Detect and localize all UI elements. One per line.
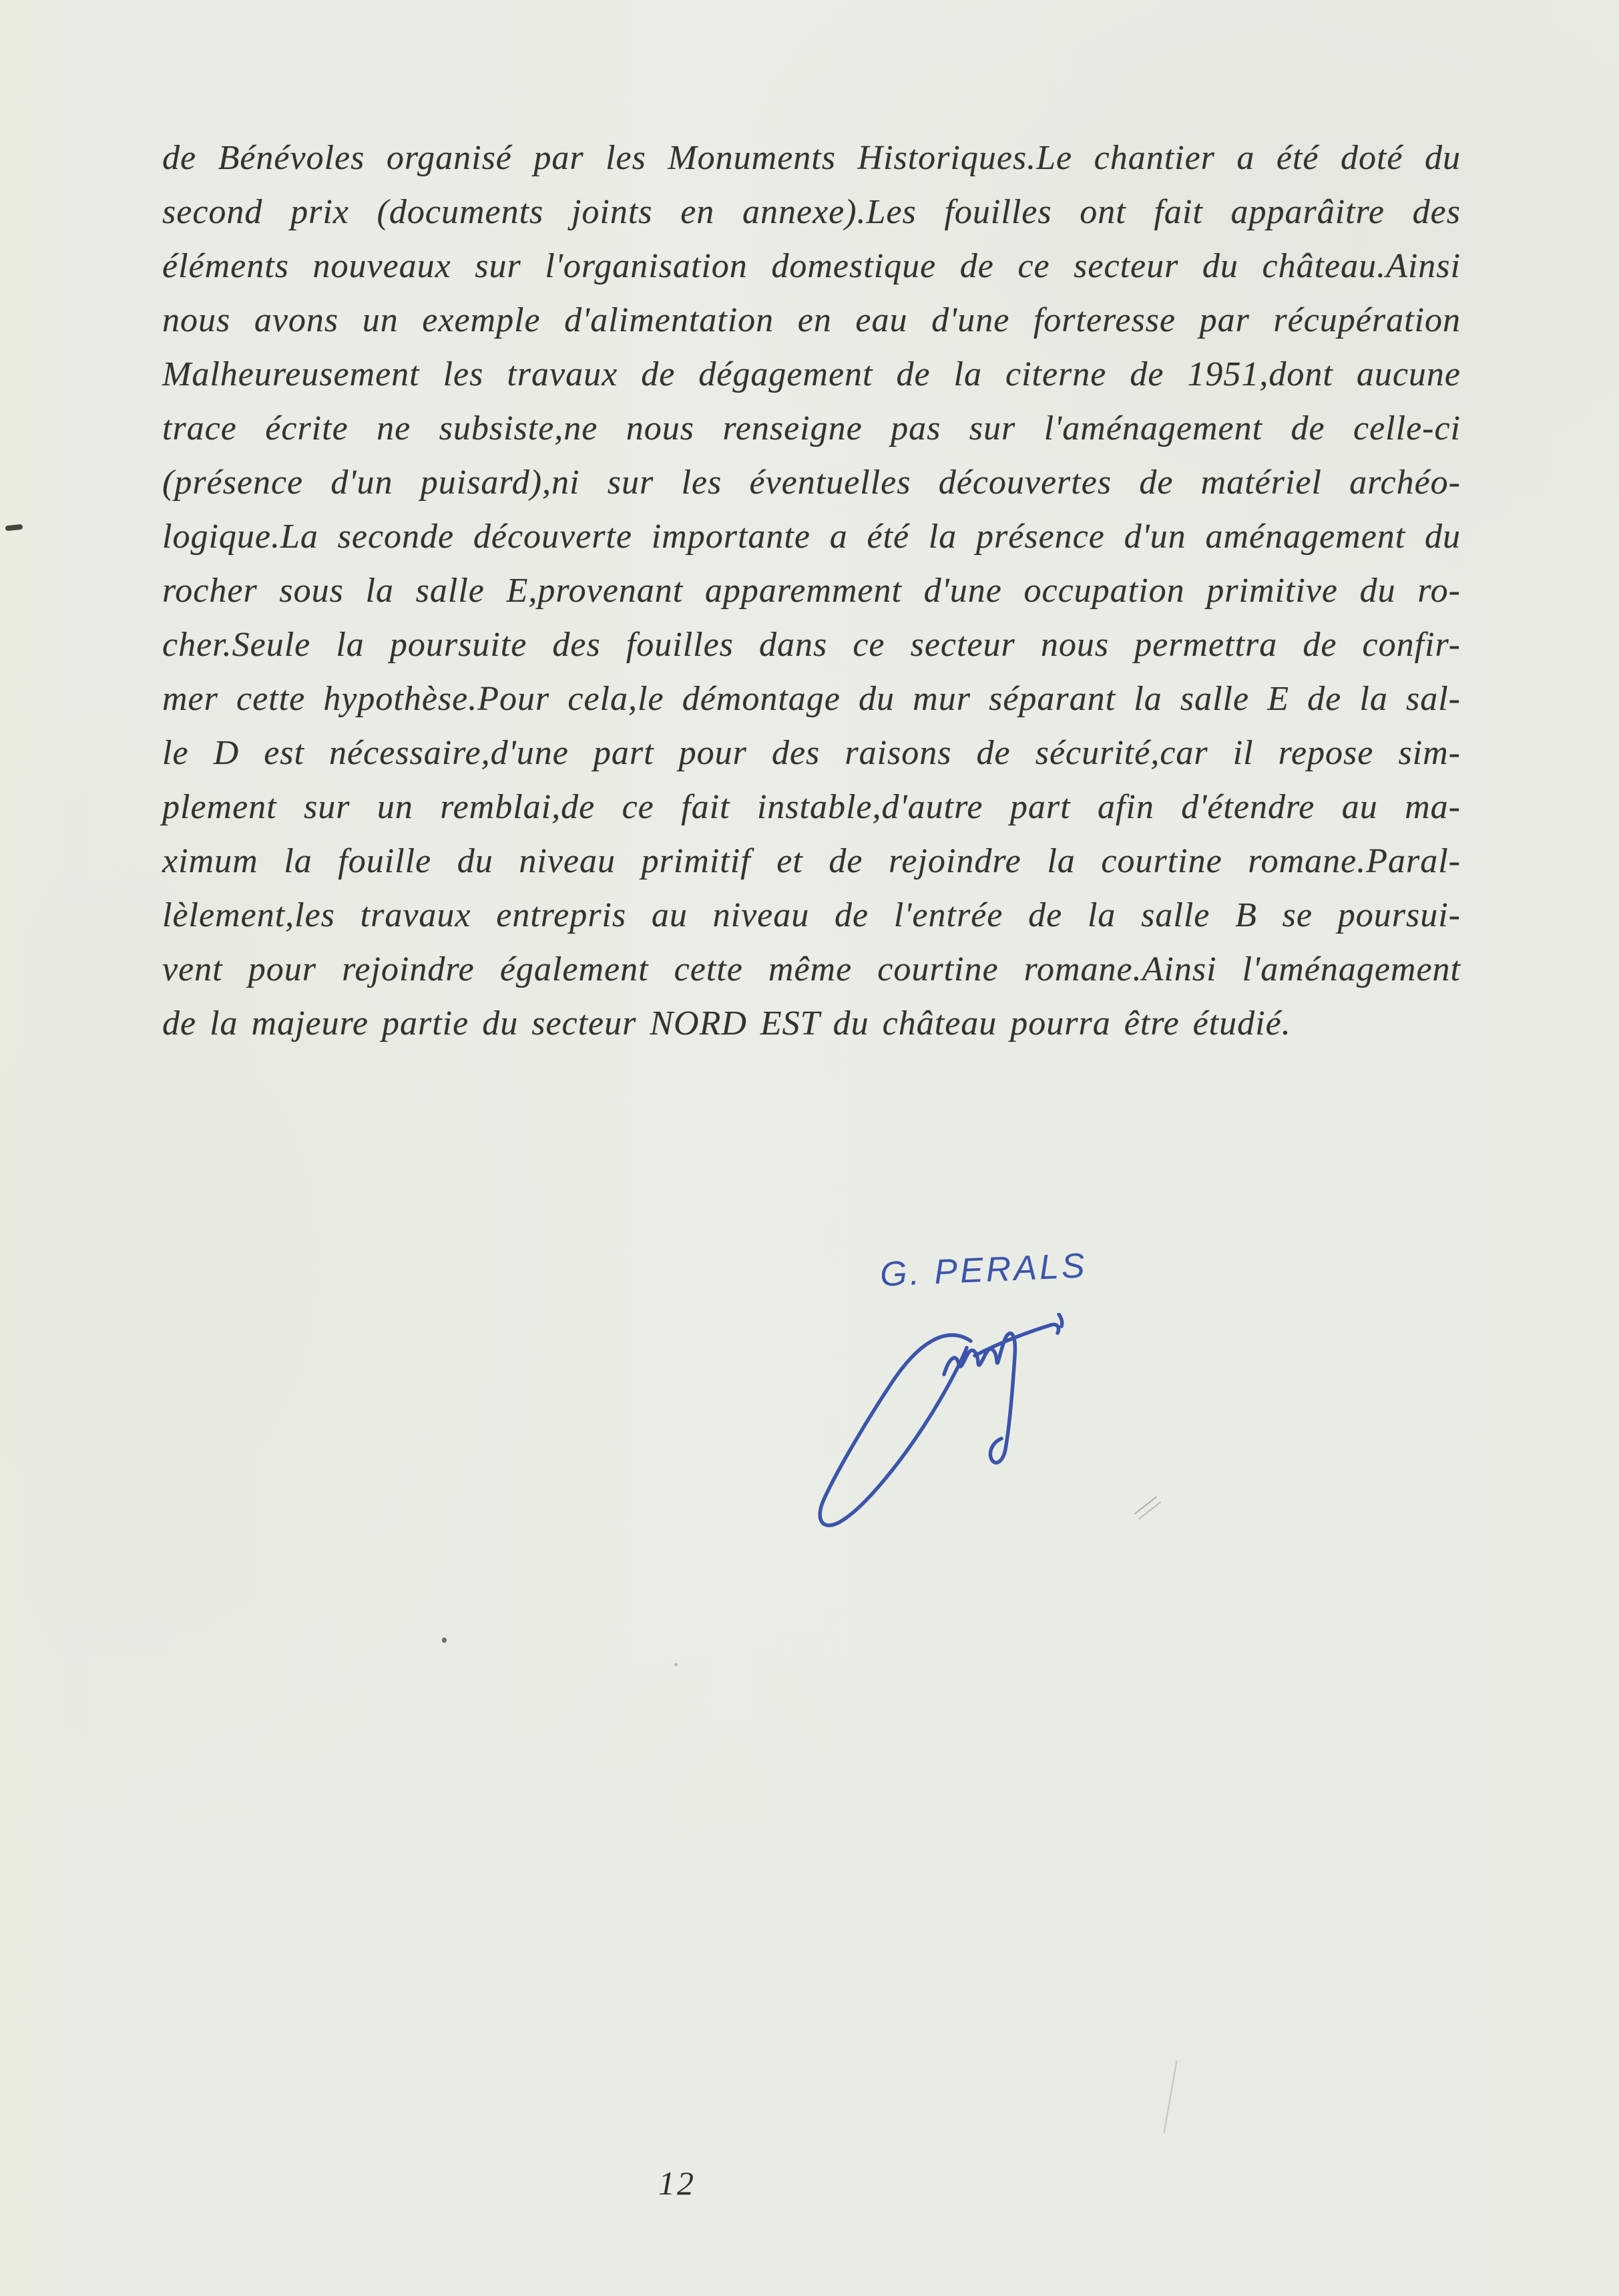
- text-line: vent pour rejoindre également cette même courtine romane.Ainsi l'aménagement: [162, 950, 1461, 988]
- paper-crease-mark: [1134, 1496, 1161, 1519]
- text-line: de la majeure partie du secteur NORD EST du château pourra être étudié.: [162, 1004, 1291, 1042]
- page-number: 12: [658, 2164, 696, 2202]
- scan-edge-dash-mark: [5, 524, 23, 532]
- signature-tick: [1059, 1314, 1062, 1326]
- text-line: trace écrite ne subsiste,ne nous renseigne pas sur l'aménagement de celle-ci: [162, 409, 1461, 447]
- text-line: rocher sous la salle E,provenant apparemment d'une occupation primitive du ro-: [162, 572, 1461, 610]
- text-line: (présence d'un puisard),ni sur les éventuelles découvertes de matériel archéo-: [162, 463, 1461, 502]
- text-line: plement sur un remblai,de ce fait instable,d'autre part afin d'étendre au ma-: [162, 788, 1461, 826]
- signature-name-text: G. PERALS: [879, 1246, 1088, 1294]
- text-line: second prix (documents joints en annexe).Les fouilles ont fait apparâitre des: [162, 193, 1461, 231]
- text-line: éléments nouveaux sur l'organisation domestique de ce secteur du château.Ainsi: [162, 247, 1461, 285]
- text-line: nous avons un exemple d'alimentation en eau d'une forteresse par récupération: [162, 301, 1461, 339]
- text-line: ximum la fouille du niveau primitif et de rejoindre la courtine romane.Paral-: [162, 842, 1461, 880]
- text-line: logique.La seconde découverte importante a été la présence d'un aménagement du: [162, 518, 1461, 556]
- handwritten-signature: [813, 1313, 1067, 1537]
- typed-text-block: [162, 131, 1461, 1050]
- paper-crease-mark: [1163, 2061, 1177, 2134]
- text-line: lèlement,les travaux entrepris au niveau de l'entrée de la salle B se poursui-: [162, 896, 1461, 934]
- ink-dot-mark: [442, 1638, 447, 1643]
- text-line: le D est nécessaire,d'une part pour des raisons de sécurité,car il repose sim-: [162, 734, 1461, 772]
- text-line: mer cette hypothèse.Pour cela,le démontage du mur séparant la salle E de la sal-: [162, 680, 1461, 718]
- text-line: Malheureusement les travaux de dégagement de la citerne de 1951,dont aucune: [162, 355, 1461, 393]
- text-line: de Bénévoles organisé par les Monuments Historiques.Le chantier a été doté du: [162, 139, 1461, 177]
- ink-dot-mark-faint: [674, 1663, 678, 1666]
- text-line: cher.Seule la poursuite des fouilles dans ce secteur nous permettra de confir-: [162, 626, 1461, 664]
